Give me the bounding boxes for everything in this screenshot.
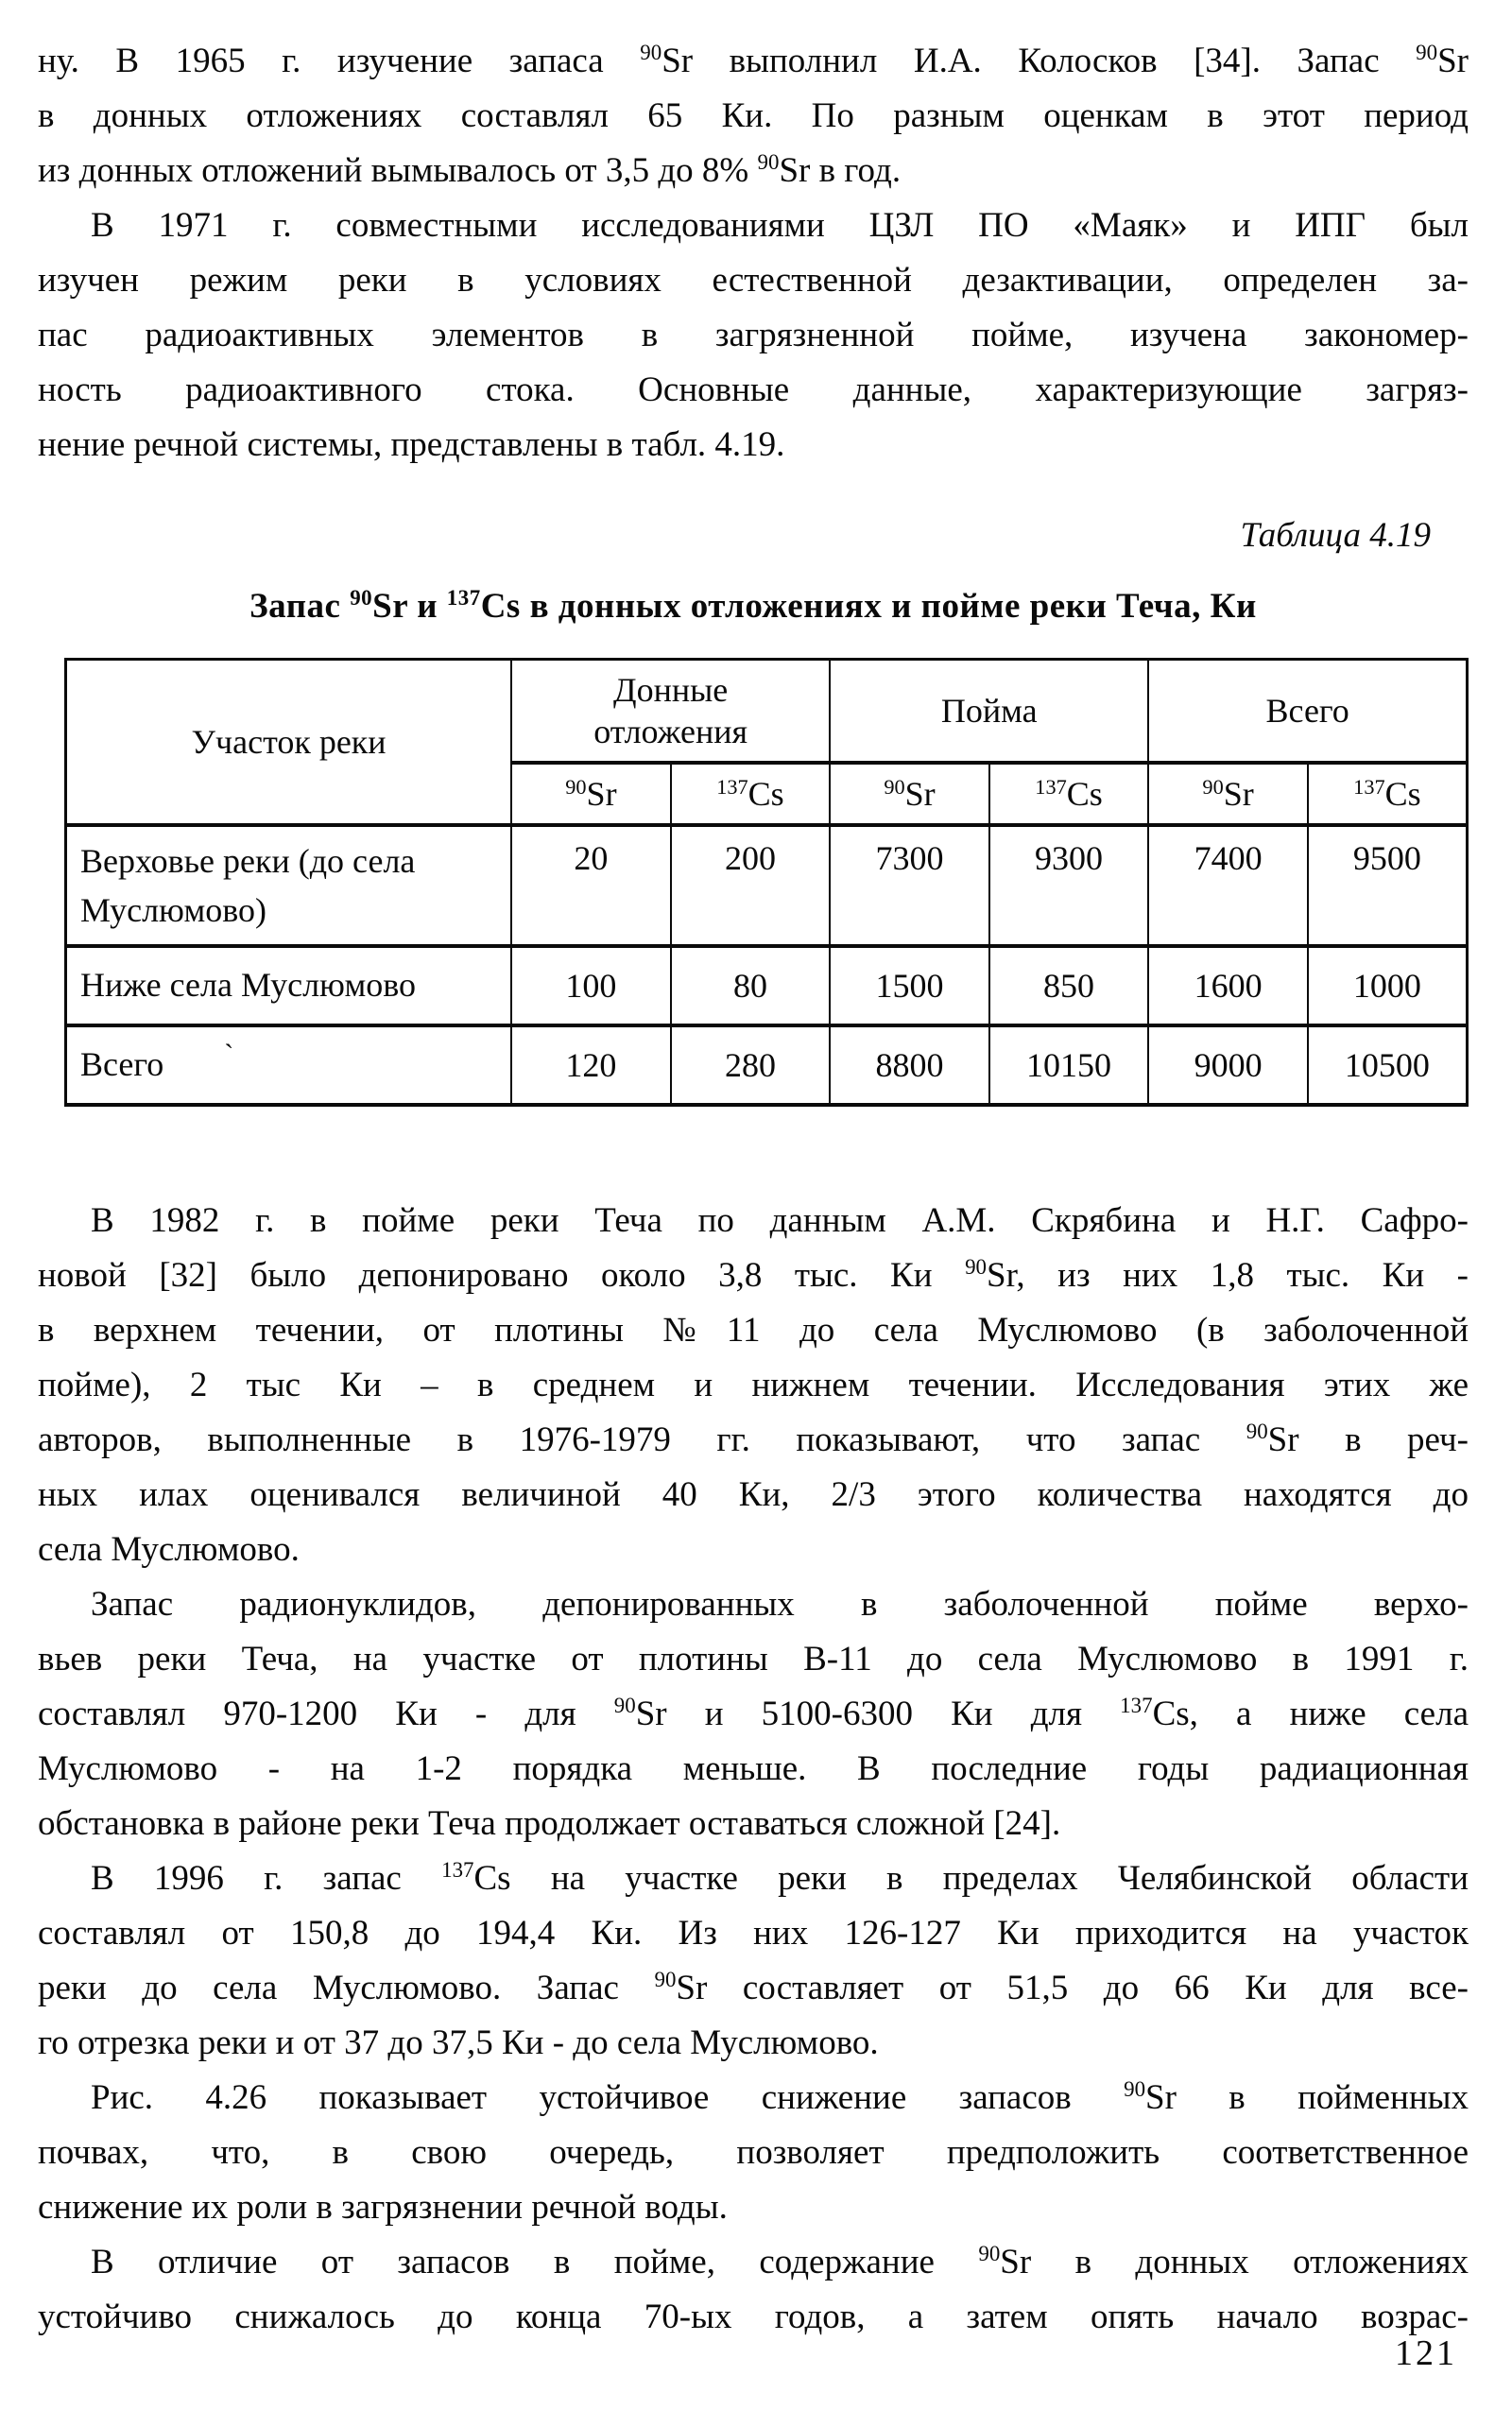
- paragraph: [38, 2235, 1469, 2345]
- table-cell: 120: [511, 1025, 671, 1105]
- table-cell: 8800: [830, 1025, 989, 1105]
- table-row: [66, 1025, 1468, 1105]
- table-cell: 1600: [1148, 946, 1308, 1025]
- text-line: реки до села Муслюмово. Запас $^{90}$Sr составляет от 51,5 до 66 Ки для все-: [38, 1968, 1469, 2007]
- column-header-cs137: $^{137}$Cs: [1308, 763, 1468, 825]
- table-group-header-row: [66, 660, 1468, 764]
- text-line: устойчиво снижалось до конца 70-ых годов, а затем опять начало возрас-: [38, 2298, 1469, 2336]
- text-line: пас радиоактивных элементов в загрязненной пойме, изучена закономер-: [38, 316, 1469, 354]
- text-line: изучен режим реки в условиях естественной дезактивации, определен за-: [38, 261, 1469, 300]
- text-line: ну. В 1965 г. изучение запаса $^{90}$Sr выполнил И.А. Колосков [34]. Запас $^{90}$Sr: [38, 41, 1469, 80]
- table-cell: 20: [511, 825, 671, 946]
- text-line: новой [32] было депонировано около 3,8 тыс. Ки $^{90}$Sr, из них 1,8 тыс. Ки -: [38, 1255, 1469, 1295]
- column-header-cs137: $^{137}$Cs: [671, 763, 831, 825]
- text-line: нение речной системы, представлены в табл. 4.19.: [38, 425, 785, 464]
- text-line: Запас радионуклидов, депонированных в заболоченной пойме верхо-: [91, 1585, 1469, 1624]
- column-header-sr90: $^{90}$Sr: [511, 763, 671, 825]
- paragraph: [38, 1577, 1469, 1851]
- page-number: 121: [1395, 2333, 1457, 2373]
- text-line: ность радиоактивного стока. Основные данные, характеризующие загряз-: [38, 370, 1469, 409]
- text-line: села Муслюмово.: [38, 1530, 300, 1569]
- paragraph: [38, 198, 1469, 473]
- text-line: го отрезка реки и от 37 до 37,5 Ки - до села Муслюмово.: [38, 2023, 879, 2062]
- table-cell: 9000: [1148, 1025, 1308, 1105]
- data-table: [64, 658, 1469, 1107]
- table-cell: 200: [671, 825, 831, 946]
- text-line: в донных отложениях составлял 65 Ки. По разным оценкам в этот период: [38, 96, 1469, 135]
- text-line: составлял 970-1200 Ки - для $^{90}$Sr и 5100-6300 Ки для $^{137}$Cs, а ниже села: [38, 1694, 1469, 1733]
- table-body: [66, 825, 1468, 1105]
- text-line: В 1971 г. совместными исследованиями ЦЗЛ ПО «Маяк» и ИПГ был: [91, 206, 1469, 245]
- text-line: В 1996 г. запас $^{137}$Cs на участке реки в пределах Челябинской области: [91, 1858, 1469, 1898]
- column-group-bottom-sediments: Донные отложения: [511, 660, 830, 764]
- row-label: Ниже села Муслюмово: [66, 946, 512, 1025]
- table-cell: 100: [511, 946, 671, 1025]
- column-header-sr90: $^{90}$Sr: [830, 763, 989, 825]
- text-line: из донных отложений вымывалось от 3,5 до 8% $^{90}$Sr в год.: [38, 150, 902, 190]
- body-text-after-table: [38, 1194, 1469, 2345]
- text-line: составлял от 150,8 до 194,4 Ки. Из них 126-127 Ки приходится на участок: [38, 1914, 1469, 1953]
- column-header-cs137: $^{137}$Cs: [989, 763, 1149, 825]
- text-line: Муслюмово - на 1-2 порядка меньше. В последние годы радиационная: [38, 1749, 1469, 1788]
- text-line: Рис. 4.26 показывает устойчивое снижение запасов $^{90}$Sr в пойменных: [91, 2077, 1469, 2117]
- text-line: обстановка в районе реки Теча продолжает оставаться сложной [24].: [38, 1804, 1061, 1843]
- paragraph: [38, 1851, 1469, 2071]
- text-line: снижение их роли в загрязнении речной воды.: [38, 2188, 728, 2227]
- column-group-total: Всего: [1148, 660, 1467, 764]
- table-title: Запас $^{90}$Sr и $^{137}$Cs в донных отложениях и пойме реки Теча, Ки: [249, 586, 1257, 626]
- table-cell: 7400: [1148, 825, 1308, 946]
- text-line: ных илах оценивался величиной 40 Ки, 2/3 этого количества находятся до: [38, 1475, 1469, 1514]
- paragraph: [38, 2071, 1469, 2235]
- text-line: почвах, что, в свою очередь, позволяет предположить соответственное: [38, 2133, 1469, 2172]
- text-line: в верхнем течении, от плотины №11 до села Муслюмово (в заболоченной: [38, 1311, 1469, 1350]
- paragraph: [38, 34, 1469, 198]
- text-line: В отличие от запасов в пойме, содержание $^{90}$Sr в донных отложениях: [91, 2242, 1469, 2281]
- column-group-floodplain: Пойма: [830, 660, 1148, 764]
- table-cell: 9300: [989, 825, 1149, 946]
- table-row: [66, 825, 1468, 946]
- row-label: Верховье реки (до села Муслюмово): [66, 825, 512, 946]
- column-header-river-section: Участок реки: [66, 660, 512, 826]
- table-cell: 280: [671, 1025, 831, 1105]
- table-cell: 7300: [830, 825, 989, 946]
- text-line: пойме), 2 тыс Ки – в среднем и нижнем течении. Исследования этих же: [38, 1366, 1469, 1404]
- table-cell: 80: [671, 946, 831, 1025]
- table-cell: 10500: [1308, 1025, 1468, 1105]
- table-caption: Таблица 4.19: [1240, 516, 1431, 555]
- table-cell: 1000: [1308, 946, 1468, 1025]
- table-cell: 10150: [989, 1025, 1149, 1105]
- table-cell: 850: [989, 946, 1149, 1025]
- table-cell: 9500: [1308, 825, 1468, 946]
- column-header-sr90: $^{90}$Sr: [1148, 763, 1308, 825]
- paragraph: [38, 1194, 1469, 1577]
- row-label: Всего `: [66, 1025, 512, 1105]
- text-line: авторов, выполненные в 1976-1979 гг. показывают, что запас $^{90}$Sr в реч-: [38, 1420, 1469, 1459]
- text-line: вьев реки Теча, на участке от плотины В-11 до села Муслюмово в 1991 г.: [38, 1640, 1469, 1678]
- table-header: [66, 660, 1468, 826]
- text-line: В 1982 г. в пойме реки Теча по данным А.М. Скрябина и Н.Г. Сафро-: [91, 1201, 1469, 1240]
- table-row: [66, 946, 1468, 1025]
- table-cell: 1500: [830, 946, 989, 1025]
- row-label-text: Всего: [80, 1045, 164, 1083]
